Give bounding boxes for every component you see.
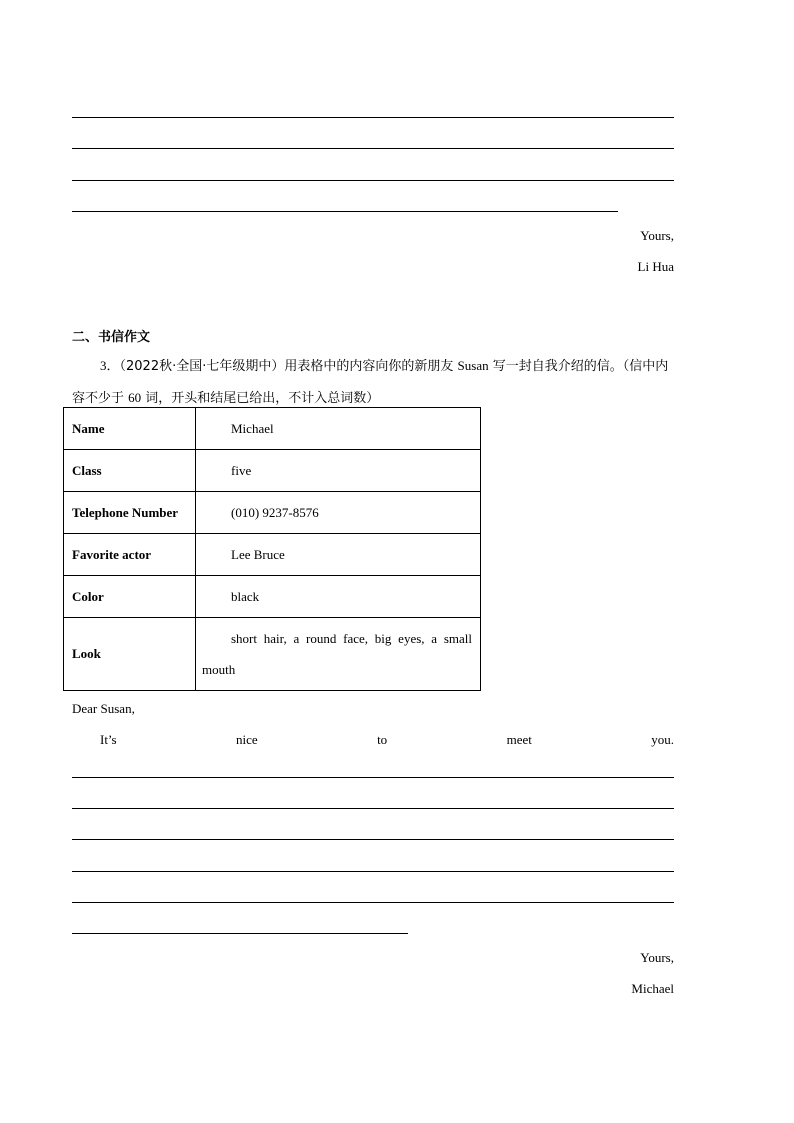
letter-closing: Yours,	[640, 228, 674, 243]
table-key-cell: Look	[64, 618, 196, 691]
writing-line	[72, 902, 674, 903]
table-row	[64, 534, 481, 576]
section-heading: 二、书信作文	[72, 330, 151, 345]
table-value-cell: Michael	[196, 408, 481, 450]
table-value-cell: black	[196, 576, 481, 618]
question-text-part3: 词，开头和结尾已给出，不计入总词数）	[145, 391, 380, 406]
table-key-cell: Color	[64, 576, 196, 618]
writing-line	[72, 148, 674, 149]
table-value-cell: (010) 9237-8576	[196, 492, 481, 534]
question-prompt: 3．（2022秋·全国·七年级期中）用表格中的内容向你的新朋友 Susan 写一封自我介绍的信。（信中内容不少于 60 词，开头和结尾已给出，不计入总词数）	[72, 358, 669, 406]
table-row	[64, 408, 481, 450]
table-key-cell: Class	[64, 450, 196, 492]
question-word-count: 60	[128, 390, 142, 405]
table-value-cell: five	[196, 450, 481, 492]
writing-line	[72, 808, 674, 809]
letter-signature: Li Hua	[637, 259, 674, 274]
writing-line	[72, 871, 674, 872]
letter-signature: Michael	[631, 981, 674, 996]
question-friend-name: Susan	[457, 358, 489, 373]
letter-closing: Yours,	[640, 950, 674, 965]
letter-greeting: Dear Susan,	[72, 701, 135, 716]
table-value-cell: Lee Bruce	[196, 534, 481, 576]
table-key-cell: Telephone Number	[64, 492, 196, 534]
table-row	[64, 450, 481, 492]
table-row	[64, 618, 481, 691]
opening-word: to	[377, 732, 388, 747]
question-text-part2: 写一封自我介绍的信。（信中内容不少于	[72, 359, 669, 406]
question-source: （2022秋·全国·七年级期中）	[119, 359, 285, 374]
table-value-cell: short hair, a round face, big eyes, a small mouth	[196, 618, 481, 691]
question-number: 3	[100, 358, 107, 373]
letter-opening-line	[100, 732, 674, 748]
info-table	[63, 407, 481, 691]
opening-word: you.	[651, 732, 674, 747]
table-row	[64, 576, 481, 618]
question-text-part1: 用表格中的内容向你的新朋友	[284, 359, 454, 374]
opening-word: nice	[236, 732, 258, 747]
writing-line	[72, 777, 674, 778]
table-key-cell: Name	[64, 408, 196, 450]
table-row	[64, 492, 481, 534]
table-key-cell: Favorite actor	[64, 534, 196, 576]
writing-line	[72, 180, 674, 181]
writing-line	[72, 839, 674, 840]
writing-line	[72, 211, 618, 212]
writing-line	[72, 117, 674, 118]
opening-word: meet	[506, 732, 532, 747]
opening-word: It’s	[100, 732, 117, 747]
writing-line	[72, 933, 408, 934]
